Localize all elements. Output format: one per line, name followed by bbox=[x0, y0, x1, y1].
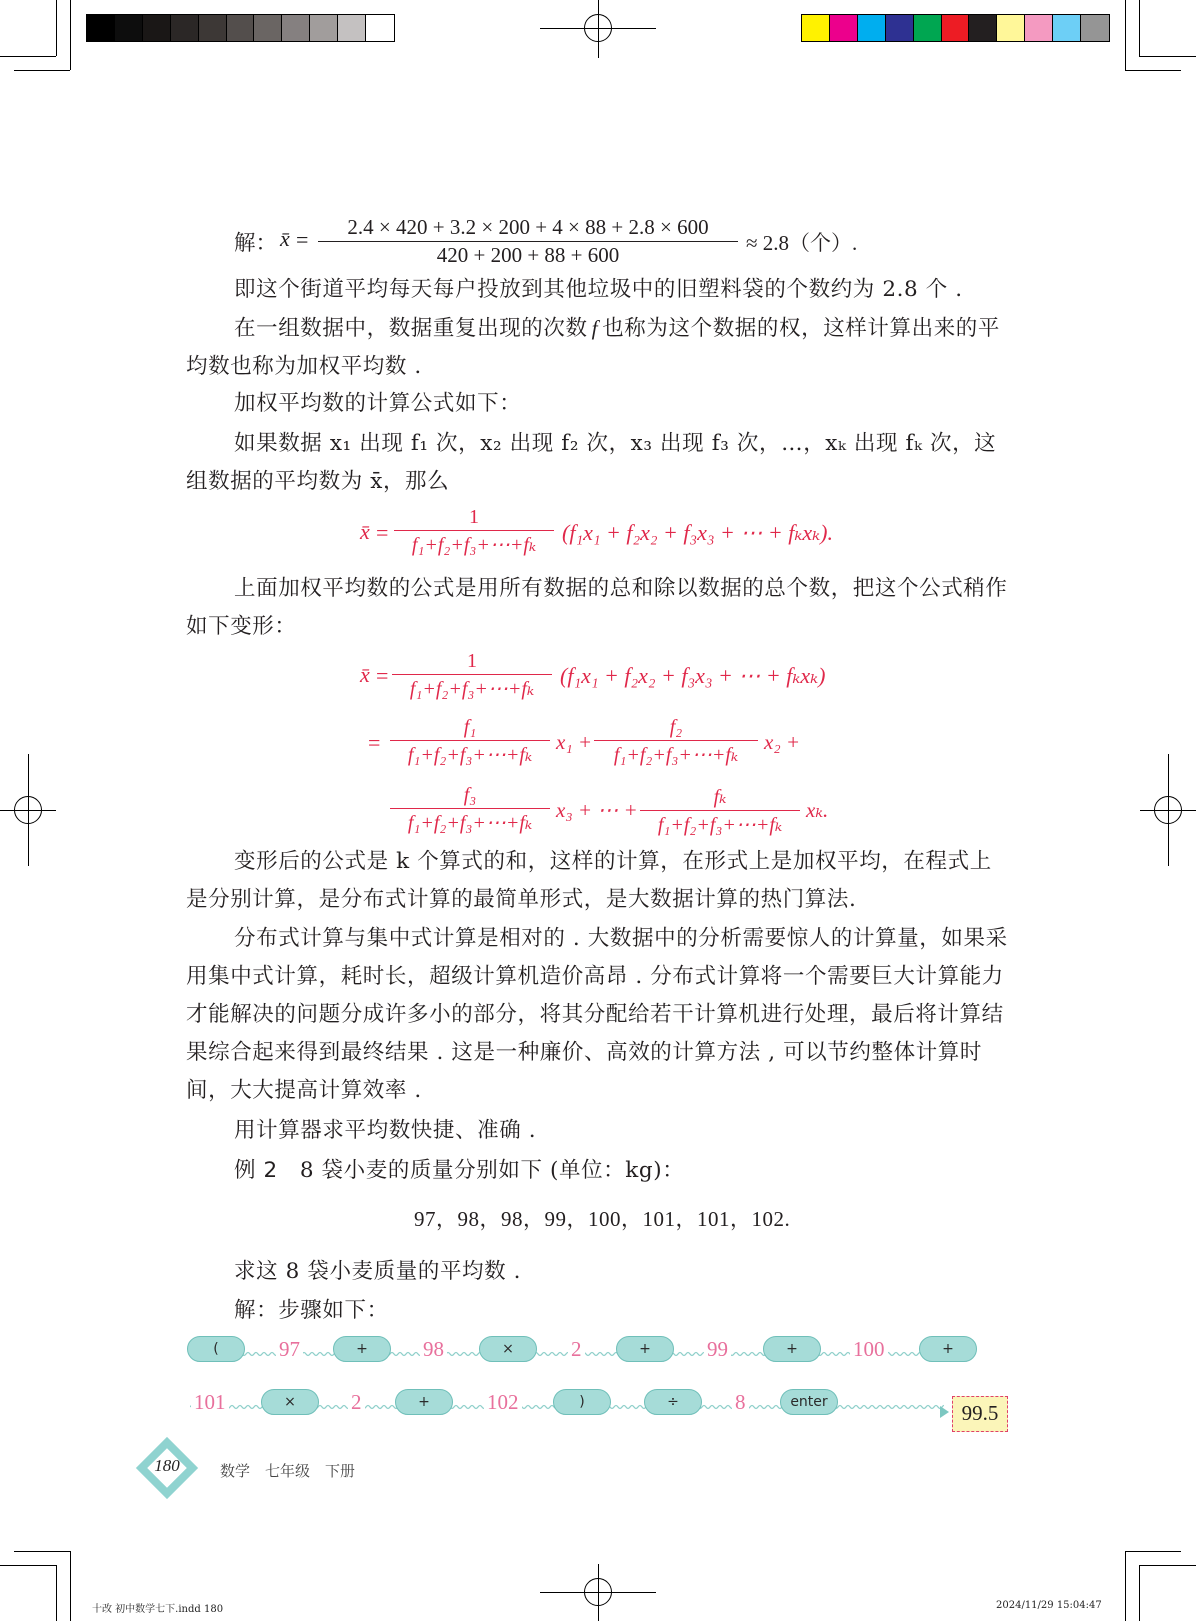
calculator-key: + bbox=[395, 1389, 453, 1415]
paragraph-if-data bbox=[186, 425, 1010, 501]
paragraph-weight-definition: 在一组数据中，数据重复出现的次数 f 也称为这个数据的权，这样计算出来的平均数也称为加权平均数 . bbox=[186, 316, 1000, 379]
paragraph-find-mean bbox=[186, 1253, 1010, 1291]
weight-def-text-a: 在一组数据中，数据重复出现的次数 bbox=[234, 316, 588, 341]
calculator-text: 用计算器求平均数快捷、准确 . bbox=[234, 1118, 537, 1143]
term1-den: f₁+f₂+f₃+⋯+fₖ bbox=[407, 744, 533, 766]
find-mean-text: 求这 8 袋小麦质量的平均数 . bbox=[234, 1259, 522, 1284]
formula2-fraction bbox=[392, 650, 552, 701]
color-swatch bbox=[1053, 15, 1081, 41]
calculator-number: 8 bbox=[732, 1389, 749, 1415]
formula1-fraction bbox=[394, 506, 554, 557]
gray-swatch bbox=[115, 15, 143, 41]
paragraph-transform bbox=[186, 570, 1010, 646]
gray-swatch bbox=[338, 15, 366, 41]
book-title: 数学 七年级 下册 bbox=[220, 1462, 356, 1480]
xbar-symbol: x̄ bbox=[280, 226, 290, 251]
formula1-sum: (f₁x₁ + f₂x₂ + f₃x₃ + ⋯ + fₖxₖ). bbox=[562, 520, 833, 545]
solution-prefix: 解： bbox=[234, 231, 278, 256]
formula1-numerator: 1 bbox=[394, 506, 554, 531]
formula2-sum: (f₁x₁ + f₂x₂ + f₃x₃ + ⋯ + fₖxₖ) bbox=[560, 663, 826, 688]
formula2-term3 bbox=[390, 784, 550, 835]
transform-text: 上面加权平均数的公式是用所有数据的总和除以数据的总个数，把这个公式稍作如下变形： bbox=[186, 576, 1008, 639]
termk-num: fₖ bbox=[640, 784, 800, 811]
calculator-number: 99 bbox=[704, 1336, 731, 1362]
calculator-key: ÷ bbox=[644, 1389, 702, 1415]
calculator-key: + bbox=[919, 1336, 977, 1362]
calculator-number: 101 bbox=[191, 1389, 229, 1415]
grayscale-color-bar bbox=[86, 14, 395, 42]
color-swatch bbox=[969, 15, 997, 41]
calculator-number: 97 bbox=[276, 1336, 303, 1362]
calculator-key: ) bbox=[553, 1389, 611, 1415]
calculator-key: + bbox=[616, 1336, 674, 1362]
if-data-text: 如果数据 x₁ 出现 f₁ 次，x₂ 出现 f₂ 次，x₃ 出现 f₃ 次，…，xₖ 出现 fₖ 次，这组数据的平均数为 x̄，那么 bbox=[186, 431, 997, 494]
example-2 bbox=[186, 1152, 1010, 1190]
formula1-xbar: x̄ bbox=[360, 519, 370, 544]
calculator-number: 2 bbox=[568, 1336, 585, 1362]
calculator-key: × bbox=[479, 1336, 537, 1362]
calculator-key: ( bbox=[187, 1336, 245, 1362]
color-swatch bbox=[914, 15, 942, 41]
calculator-key: + bbox=[333, 1336, 391, 1362]
color-swatch bbox=[1025, 15, 1053, 41]
formula2-xbar: x̄ bbox=[360, 662, 370, 687]
calculator-key: enter bbox=[780, 1389, 838, 1415]
gray-swatch bbox=[143, 15, 171, 41]
paragraph-distributed-intro bbox=[186, 843, 1010, 919]
calculator-key: + bbox=[763, 1336, 821, 1362]
formula2-line2-eq: = bbox=[368, 730, 381, 755]
color-swatch bbox=[1081, 15, 1109, 41]
process-color-bar bbox=[801, 14, 1110, 42]
paragraph-result bbox=[186, 271, 1010, 309]
formula1-denominator: f₁+f₂+f₃+⋯+fₖ bbox=[411, 534, 537, 556]
color-swatch bbox=[886, 15, 914, 41]
distributed-intro-text: 变形后的公式是 k 个算式的和，这样的计算，在形式上是加权平均，在程式上是分别计算，是分布式计算的最简单形式，是大数据计算的热门算法. bbox=[186, 849, 992, 912]
gray-swatch bbox=[227, 15, 255, 41]
color-swatch bbox=[942, 15, 970, 41]
steps-text: 解：步骤如下： bbox=[234, 1298, 389, 1323]
gray-swatch bbox=[282, 15, 310, 41]
color-swatch bbox=[858, 15, 886, 41]
arrow-to-result-icon bbox=[940, 1406, 949, 1418]
gray-swatch bbox=[366, 15, 394, 41]
distributed-detail-text: 分布式计算与集中式计算是相对的 . 大数据中的分析需要惊人的计算量，如果采用集中式计算，耗时长，超级计算机造价高昂 . 分布式计算将一个需要巨大计算能力才能解决的问题分成许多小的部分，将其分配给若干计算机进行处理，最后将计算结果综合起来得到最终结果 . 这是一种廉价、高效的计算方法 , 可以节约整体计算时间，大大提高计算效率 . bbox=[186, 926, 1008, 1103]
color-swatch bbox=[802, 15, 830, 41]
term3-den: f₁+f₂+f₃+⋯+fₖ bbox=[407, 812, 533, 834]
term3-num: f₃ bbox=[390, 784, 550, 809]
calculator-number: 102 bbox=[484, 1389, 522, 1415]
page-number: 180 bbox=[154, 1456, 180, 1475]
color-swatch bbox=[997, 15, 1025, 41]
formula-intro-text: 加权平均数的计算公式如下： bbox=[234, 391, 522, 416]
calculator-number: 2 bbox=[348, 1389, 365, 1415]
gray-swatch bbox=[310, 15, 338, 41]
calculator-result: 99.5 bbox=[952, 1396, 1008, 1432]
color-swatch bbox=[830, 15, 858, 41]
paragraph-distributed-detail bbox=[186, 920, 1010, 1110]
calculator-key: × bbox=[261, 1389, 319, 1415]
formula2-denominator: f₁+f₂+f₃+⋯+fₖ bbox=[409, 678, 535, 700]
calculator-number: 98 bbox=[420, 1336, 447, 1362]
page-number-badge bbox=[135, 1436, 199, 1500]
term3-x: x₃ + ⋯ + bbox=[556, 798, 638, 822]
fraction-numerator: 2.4 × 420 + 3.2 × 200 + 4 × 88 + 2.8 × 600 bbox=[318, 215, 738, 242]
gray-swatch bbox=[171, 15, 199, 41]
equals-sign: = bbox=[296, 227, 309, 252]
formula2-term2 bbox=[594, 716, 758, 767]
wheat-data-list: 97，98，98，99，100，101，101，102. bbox=[414, 1207, 791, 1231]
term2-den: f₁+f₂+f₃+⋯+fₖ bbox=[613, 744, 739, 766]
solution-suffix: ≈ 2.8（个）. bbox=[746, 231, 858, 255]
formula1-eq: = bbox=[376, 520, 389, 545]
term1-num: f₁ bbox=[390, 716, 550, 741]
gray-swatch bbox=[87, 15, 115, 41]
file-name: 十改 初中数学七下.indd 180 bbox=[92, 1604, 224, 1615]
timestamp: 2024/11/29 15:04:47 bbox=[996, 1600, 1102, 1611]
termk-x: xₖ. bbox=[806, 798, 829, 822]
example-label: 例 2 bbox=[234, 1158, 278, 1183]
paragraph-steps bbox=[186, 1292, 1010, 1330]
paragraph-formula-intro bbox=[186, 385, 1010, 423]
term2-num: f₂ bbox=[594, 716, 758, 741]
formula2-eq: = bbox=[376, 663, 389, 688]
weight-def-text-b: 也称为这个数据的权，这样计算出来的平均数也称为加权平均数 . bbox=[186, 316, 1000, 379]
paragraph-result-text: 即这个街道平均每天每户投放到其他垃圾中的旧塑料袋的个数约为 2.8 个 . bbox=[234, 277, 963, 302]
formula2-numerator: 1 bbox=[392, 650, 552, 675]
term2-x: x₂ + bbox=[764, 730, 801, 754]
formula2-term1 bbox=[390, 716, 550, 767]
gray-swatch bbox=[254, 15, 282, 41]
term1-x: x₁ + bbox=[556, 730, 593, 754]
calculator-number: 100 bbox=[850, 1336, 888, 1362]
paragraph-calculator bbox=[186, 1112, 1010, 1150]
fraction-denominator: 420 + 200 + 88 + 600 bbox=[436, 243, 620, 267]
mean-fraction bbox=[318, 215, 738, 268]
gray-swatch bbox=[199, 15, 227, 41]
example-text: 8 袋小麦的质量分别如下 (单位：kg)： bbox=[299, 1158, 685, 1183]
formula2-termk bbox=[640, 784, 800, 837]
termk-den: f₁+f₂+f₃+⋯+fₖ bbox=[657, 814, 783, 836]
